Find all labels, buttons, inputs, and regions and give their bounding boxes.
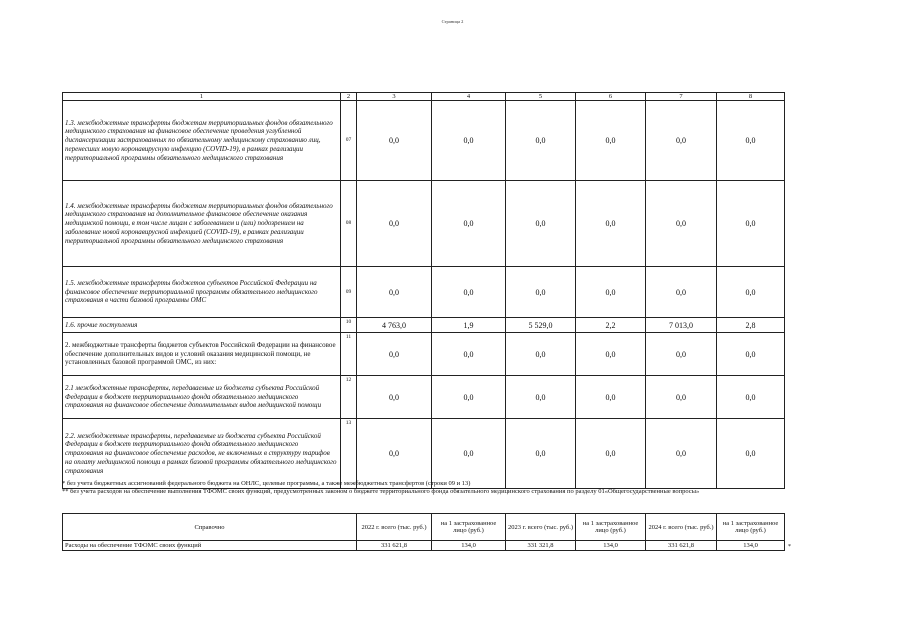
table-row bbox=[63, 419, 785, 489]
value-cell: 0,0 bbox=[717, 333, 785, 376]
column-header: 1 bbox=[63, 93, 341, 101]
row-code: 09 bbox=[341, 267, 357, 318]
column-header: 8 bbox=[717, 93, 785, 101]
value-cell: 0,0 bbox=[576, 101, 646, 181]
value-cell: 0,0 bbox=[717, 267, 785, 318]
footnote: * без учета бюджетных ассигнований федерального бюджета на ОНЛС, целевые программы, а также межбюджетных трансфертов (строки 09 и 13) bbox=[62, 480, 471, 487]
row-code: 11 bbox=[341, 333, 357, 376]
column-header: 6 bbox=[576, 93, 646, 101]
value-cell: 4 763,0 bbox=[357, 318, 432, 333]
row-label: 2.1 межбюджетные трансферты, передаваемые из бюджета субъекта Российской Федерации в бюджет территориального фонда обязательного медицинского страхования на финансовое обеспечение дополнительных видов медицинской помощи bbox=[63, 376, 341, 419]
reference-value: 134,0 bbox=[717, 541, 785, 551]
table-row bbox=[63, 333, 785, 376]
value-cell: 0,0 bbox=[717, 419, 785, 489]
value-cell: 5 529,0 bbox=[506, 318, 576, 333]
value-cell: 0,0 bbox=[357, 267, 432, 318]
column-header: 3 bbox=[357, 93, 432, 101]
row-label: 1.3. межбюджетные трансферты бюджетам территориальных фондов обязательного медицинского страхования на финансовое обеспечение проведения углубленной диспансеризации застрахованных по обязательному медицинскому страхованию лиц, перенесших новую коронавирусную инфекцию (COVID-19), в рамках реализации территориальной программы обязательного медицинского страхования bbox=[63, 101, 341, 181]
reference-column-header: 2023 г. всего (тыс. руб.) bbox=[506, 514, 576, 541]
row-code: 10 bbox=[341, 318, 357, 333]
value-cell: 0,0 bbox=[646, 267, 717, 318]
column-header: 2 bbox=[341, 93, 357, 101]
reference-value: 134,0 bbox=[432, 541, 506, 551]
column-header-row bbox=[63, 93, 785, 101]
row-label: 2. межбюджетные трансферты бюджетов субъектов Российской Федерации на финансовое обеспечение дополнительных видов и условий оказания медицинской помощи, не установленных базовой программой ОМС, из них: bbox=[63, 333, 341, 376]
budget-table bbox=[62, 92, 785, 489]
value-cell: 0,0 bbox=[357, 376, 432, 419]
reference-value: 134,0 bbox=[576, 541, 646, 551]
reference-column-header: на 1 застрахованное лицо (руб.) bbox=[432, 514, 506, 541]
value-cell: 0,0 bbox=[432, 267, 506, 318]
value-cell: 0,0 bbox=[357, 101, 432, 181]
reference-header-label: Справочно bbox=[63, 514, 357, 541]
value-cell: 0,0 bbox=[357, 419, 432, 489]
value-cell: 0,0 bbox=[506, 376, 576, 419]
row-code: 08 bbox=[341, 181, 357, 267]
row-code: 13 bbox=[341, 419, 357, 489]
table-row bbox=[63, 267, 785, 318]
reference-column-header: на 1 застрахованное лицо (руб.) bbox=[717, 514, 785, 541]
reference-footnote-mark: * bbox=[788, 544, 791, 550]
row-label: 1.6. прочие поступления bbox=[63, 318, 341, 333]
value-cell: 0,0 bbox=[717, 181, 785, 267]
value-cell: 0,0 bbox=[576, 376, 646, 419]
value-cell: 0,0 bbox=[357, 181, 432, 267]
value-cell: 2,2 bbox=[576, 318, 646, 333]
value-cell: 0,0 bbox=[506, 333, 576, 376]
footnotes bbox=[62, 480, 822, 496]
reference-value: 331 321,8 bbox=[506, 541, 576, 551]
value-cell: 0,0 bbox=[646, 101, 717, 181]
reference-row-label: Расходы на обеспечение ТФОМС своих функций bbox=[63, 541, 357, 551]
value-cell: 0,0 bbox=[432, 376, 506, 419]
table-row bbox=[63, 101, 785, 181]
row-label: 2.2. межбюджетные трансферты, передаваемые из бюджета субъекта Российской Федерации в бюджет территориального фонда обязательного медицинского страхования на финансовое обеспечение расходов, не включенных в структуру тарифов на оплату медицинской помощи в рамках базовой программы обязательного медицинского страхования bbox=[63, 419, 341, 489]
page-header: Страница 2 bbox=[441, 19, 464, 24]
reference-row bbox=[63, 541, 785, 551]
value-cell: 0,0 bbox=[646, 419, 717, 489]
reference-value: 331 621,8 bbox=[646, 541, 717, 551]
value-cell: 1,9 bbox=[432, 318, 506, 333]
value-cell: 7 013,0 bbox=[646, 318, 717, 333]
reference-column-header: 2024 г. всего (тыс. руб.) bbox=[646, 514, 717, 541]
value-cell: 0,0 bbox=[576, 181, 646, 267]
value-cell: 2,8 bbox=[717, 318, 785, 333]
footnote: ** без учета расходов на обеспечение выполнения ТФОМС своих функций, предусмотренных законом о бюджете территориального фонда обязательного медицинского страхования по разделу 01«Общегосударственные вопросы» bbox=[62, 488, 700, 495]
reference-table bbox=[62, 513, 785, 551]
table-row bbox=[63, 318, 785, 333]
row-code: 12 bbox=[341, 376, 357, 419]
value-cell: 0,0 bbox=[646, 181, 717, 267]
column-header: 5 bbox=[506, 93, 576, 101]
value-cell: 0,0 bbox=[646, 376, 717, 419]
column-header: 4 bbox=[432, 93, 506, 101]
row-label: 1.5. межбюджетные трансферты бюджетов субъектов Российской Федерации на финансовое обеспечение территориальной программы обязательного медицинского страхования в части базовой программы ОМС bbox=[63, 267, 341, 318]
row-label: 1.4. межбюджетные трансферты бюджетам территориальных фондов обязательного медицинского страхования на дополнительное финансовое обеспечение оказания медицинской помощи, в том числе лицам с заболеванием и (или) подозрением на заболевание новой коронавирусной инфекцией (COVID-19), в рамках реализации территориальной программы обязательного медицинского страхования bbox=[63, 181, 341, 267]
value-cell: 0,0 bbox=[646, 333, 717, 376]
value-cell: 0,0 bbox=[506, 267, 576, 318]
value-cell: 0,0 bbox=[506, 101, 576, 181]
reference-value: 331 621,8 bbox=[357, 541, 432, 551]
value-cell: 0,0 bbox=[357, 333, 432, 376]
reference-header-row bbox=[63, 514, 785, 541]
value-cell: 0,0 bbox=[432, 101, 506, 181]
row-code: 07 bbox=[341, 101, 357, 181]
column-header: 7 bbox=[646, 93, 717, 101]
table-row bbox=[63, 376, 785, 419]
value-cell: 0,0 bbox=[432, 333, 506, 376]
value-cell: 0,0 bbox=[576, 419, 646, 489]
value-cell: 0,0 bbox=[506, 419, 576, 489]
value-cell: 0,0 bbox=[432, 181, 506, 267]
reference-column-header: 2022 г. всего (тыс. руб.) bbox=[357, 514, 432, 541]
value-cell: 0,0 bbox=[717, 101, 785, 181]
value-cell: 0,0 bbox=[576, 333, 646, 376]
table-row bbox=[63, 181, 785, 267]
value-cell: 0,0 bbox=[717, 376, 785, 419]
value-cell: 0,0 bbox=[506, 181, 576, 267]
value-cell: 0,0 bbox=[576, 267, 646, 318]
reference-column-header: на 1 застрахованное лицо (руб.) bbox=[576, 514, 646, 541]
value-cell: 0,0 bbox=[432, 419, 506, 489]
